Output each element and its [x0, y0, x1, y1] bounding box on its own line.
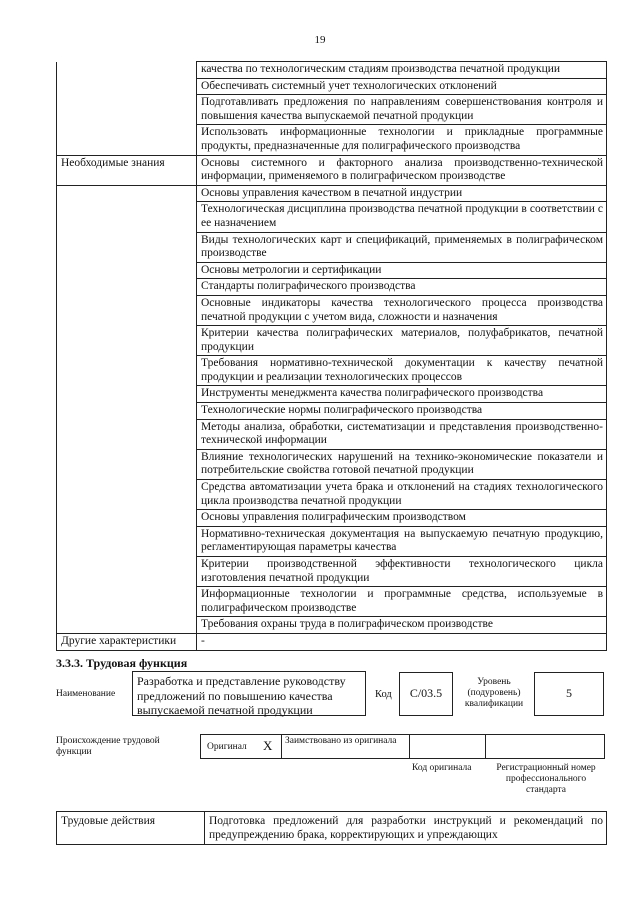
row-label [57, 95, 197, 125]
section-title: 3.3.3. Трудовая функция [56, 656, 188, 670]
row-text: Основы управления полиграфическим производством [197, 510, 607, 527]
row-text: Влияние технологических нарушений на технико-экономические показатели и потребительские свойства готовой печатной продукции [197, 449, 607, 479]
table-row [57, 279, 607, 296]
row-label [57, 232, 197, 262]
table-row [57, 262, 607, 279]
row-label [57, 78, 197, 95]
row-text: Основы метрологии и сертификации [197, 262, 607, 279]
original-cell [201, 735, 282, 758]
table-row [57, 356, 607, 386]
table-row [57, 617, 607, 634]
table-row [57, 326, 607, 356]
row-label [57, 125, 197, 155]
row-label [57, 386, 197, 403]
row-label: Другие характеристики [57, 633, 197, 650]
row-text: Виды технологических карт и спецификаций, применяемых в полиграфическом производстве [197, 232, 607, 262]
level-field: 5 [534, 672, 604, 716]
row-label [57, 557, 197, 587]
row-label: Необходимые знания [57, 155, 197, 185]
table-row [57, 232, 607, 262]
code-field: C/03.5 [399, 672, 453, 716]
original-label: Оригинал [207, 742, 247, 752]
row-label [57, 279, 197, 296]
table-row [57, 557, 607, 587]
row-label [57, 617, 197, 634]
row-text: - [197, 633, 607, 650]
table-row [57, 526, 607, 556]
row-text: Критерии качества полиграфических материалов, полуфабрикатов, печатной продукции [197, 326, 607, 356]
table-row [57, 78, 607, 95]
row-text: Основы управления качеством в печатной индустрии [197, 185, 607, 202]
row-label [57, 262, 197, 279]
table-row [57, 419, 607, 449]
table-row [57, 95, 607, 125]
row-label [57, 403, 197, 420]
row-label [57, 326, 197, 356]
table-row [57, 510, 607, 527]
row-label [57, 185, 197, 202]
labor-actions-table [56, 811, 607, 845]
table-row [57, 295, 607, 325]
name-label: Наименование [56, 689, 116, 699]
row-text: Технологическая дисциплина производства печатной продукции в соответствии с ее назначением [197, 202, 607, 232]
table-row [57, 125, 607, 155]
table-row [57, 386, 607, 403]
row-label [57, 449, 197, 479]
original-mark: X [263, 738, 273, 753]
table-row [57, 449, 607, 479]
row-label [57, 356, 197, 386]
row-text: Подготавливать предложения по направлениям совершенствования контроля и повышения качества выпускаемой печатной продукции [197, 95, 607, 125]
table-row [57, 62, 607, 79]
table-row [57, 403, 607, 420]
row-label [57, 526, 197, 556]
row-text: Средства автоматизации учета брака и отклонений на стадиях технологического цикла производства печатной продукции [197, 480, 607, 510]
row-label [57, 202, 197, 232]
reg-number-cell [485, 735, 604, 758]
row-text: Методы анализа, обработки, систематизации и представления производственно-технической информации [197, 419, 607, 449]
table-row [57, 480, 607, 510]
row-label [57, 510, 197, 527]
borrowed-cell [281, 735, 410, 758]
row-text: Требования охраны труда в полиграфическом производстве [197, 617, 607, 634]
row-label [57, 480, 197, 510]
row-text: качества по технологическим стадиям производства печатной продукции [197, 62, 607, 79]
table-row [57, 812, 607, 845]
row-text: Стандарты полиграфического производства [197, 279, 607, 296]
row-text: Критерии производственной эффективности технологического цикла изготовления печатной продукции [197, 557, 607, 587]
row-label [57, 419, 197, 449]
level-label: Уровень (подуровень) квалификации [464, 677, 524, 709]
code-original-cell [409, 735, 486, 758]
page-number: 19 [314, 34, 326, 46]
row-text: Основные индикаторы качества технологического процесса производства печатной продукции с учетом вида, сложности и назначения [197, 295, 607, 325]
row-text: Нормативно-техническая документация на выпускаемую печатную продукцию, регламентирующая параметры качества [197, 526, 607, 556]
table-row [57, 185, 607, 202]
row-text: Обеспечивать системный учет технологических отклонений [197, 78, 607, 95]
table-row [57, 633, 607, 650]
code-original-label: Код оригинала [412, 763, 472, 773]
origin-row [200, 734, 605, 759]
row-label [57, 62, 197, 79]
borrowed-label: Заимствовано из оригинала [285, 736, 397, 746]
row-label: Трудовые действия [57, 812, 205, 845]
row-label [57, 587, 197, 617]
row-text: Требования нормативно-технической документации к качеству печатной продукции и реализации технологических процессов [197, 356, 607, 386]
row-label [57, 295, 197, 325]
table-row [57, 202, 607, 232]
row-text: Использовать информационные технологии и прикладные программные продукты, предназначенные для полиграфического производства [197, 125, 607, 155]
code-label: Код [375, 689, 392, 700]
requirements-table [56, 61, 607, 651]
origin-label: Происхождение трудовой функции [56, 736, 160, 757]
row-text: Информационные технологии и программные средства, используемые в полиграфическом производстве [197, 587, 607, 617]
row-text: Технологические нормы полиграфического производства [197, 403, 607, 420]
reg-number-label: Регистрационный номер профессионального стандарта [496, 763, 596, 795]
row-text: Подготовка предложений для разработки инструкций и рекомендаций по предупреждению брака, корректирующих и упреждающих [205, 812, 607, 845]
function-name-field: Разработка и представление руководству предложений по повышению качества выпускаемой печатной продукции [132, 671, 366, 716]
row-text: Инструменты менеджмента качества полиграфического производства [197, 386, 607, 403]
table-row [57, 587, 607, 617]
row-text: Основы системного и факторного анализа производственно-технической информации, применяемого в полиграфическом производстве [197, 155, 607, 185]
table-row [57, 155, 607, 185]
